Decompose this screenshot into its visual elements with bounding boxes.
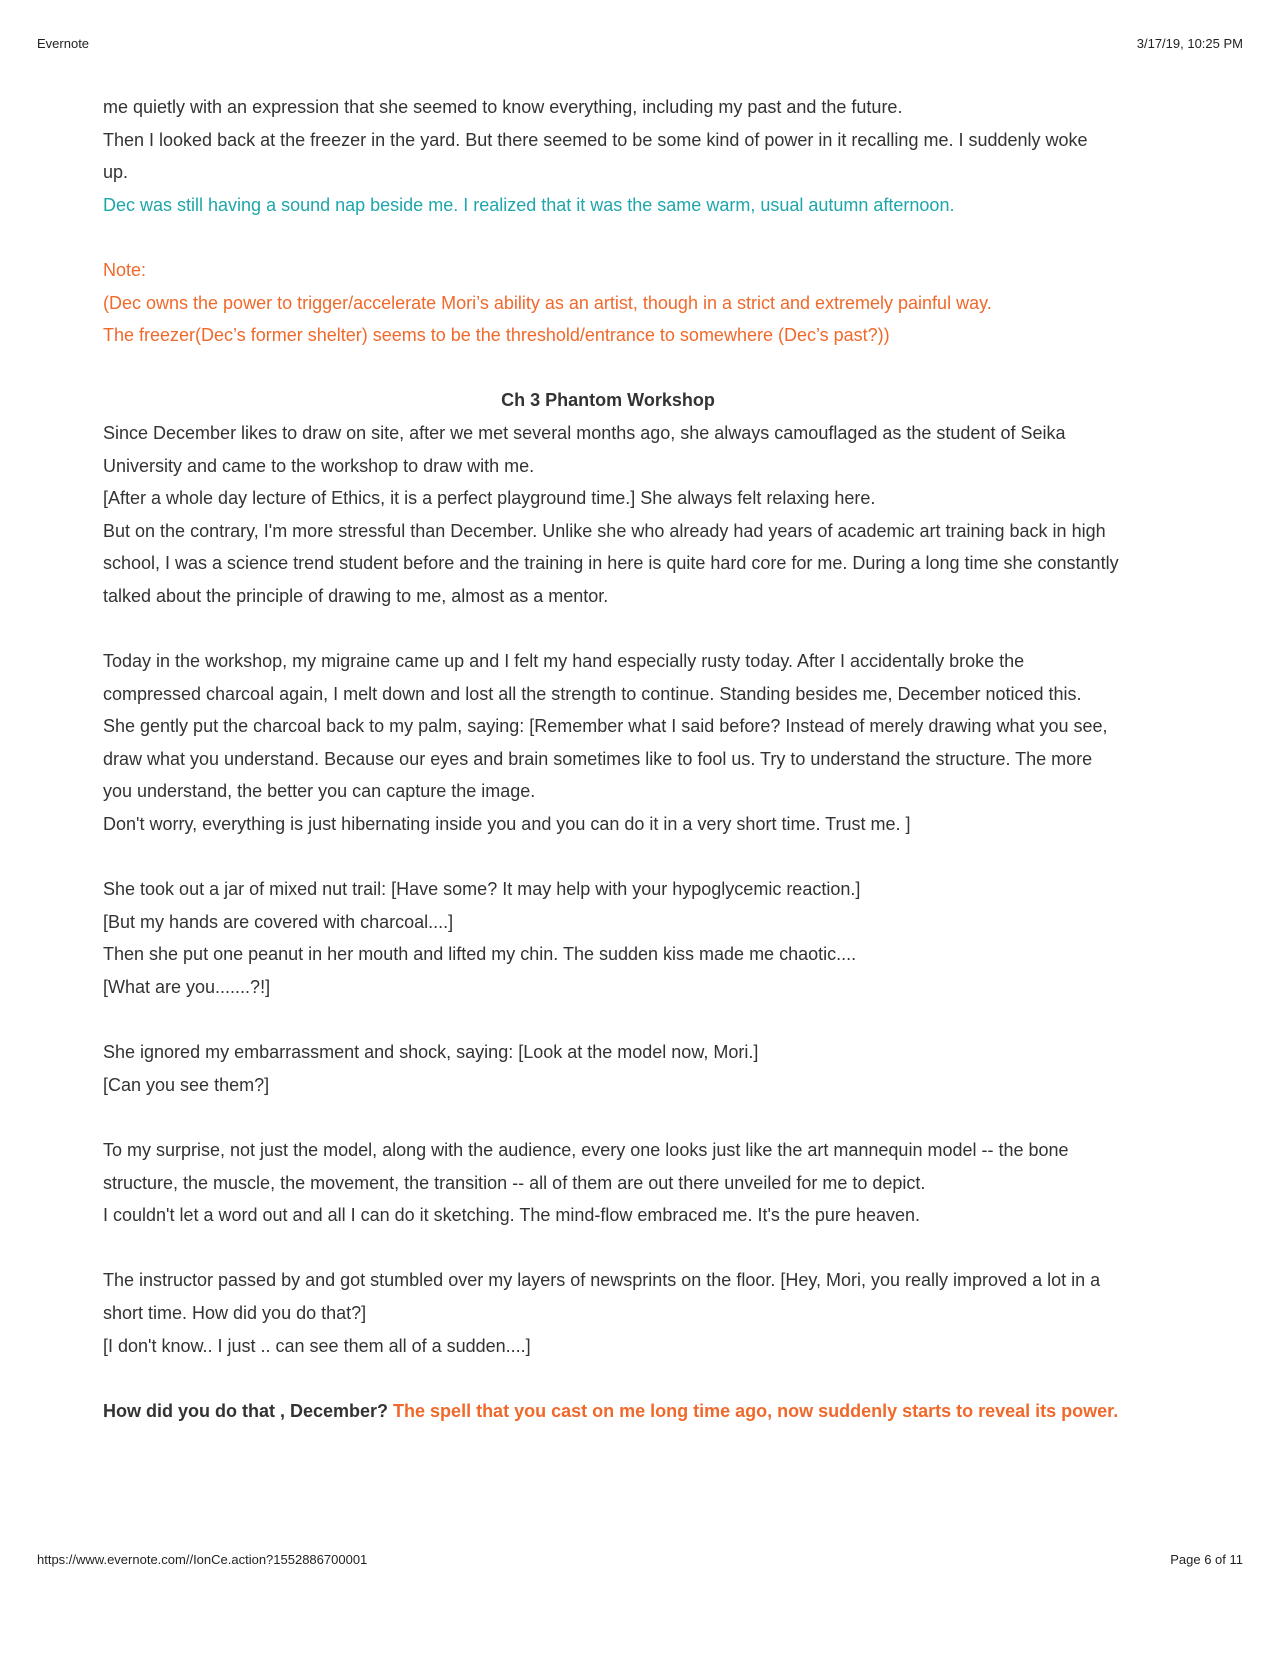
paragraph-line: But on the contrary, I'm more stressful than December. Unlike she who already had years of academic art training back in high school, I was a science trend student before and the training in here is quite hard core for me. During a long time she constantly talked about the principle of drawing to me, almost as a mentor. — [103, 520, 1119, 606]
blank-line — [103, 221, 1183, 254]
paragraph-line: [But my hands are covered with charcoal....] — [103, 911, 454, 932]
note-content — [103, 91, 1183, 1427]
blank-line — [103, 1232, 1183, 1265]
blank-line — [103, 841, 1183, 874]
paragraph-line: The instructor passed by and got stumbled over my layers of newsprints on the floor. [Hey, Mori, you really improved a lot in a short time. How did you do that?] — [103, 1270, 1101, 1323]
paragraph-line: [I don't know.. I just .. can see them all of a sudden....] — [103, 1335, 531, 1356]
closing-question: How did you do that , December? — [103, 1400, 389, 1421]
blank-line — [103, 1101, 1183, 1134]
paragraph-line: To my surprise, not just the model, along with the audience, every one looks just like the art mannequin model -- the bone structure, the muscle, the movement, the transition -- all of them are out there unveiled for me to depict. — [103, 1140, 1069, 1193]
paragraph-line: [Can you see them?] — [103, 1074, 270, 1095]
paragraph-line: She took out a jar of mixed nut trail: [Have some? It may help with your hypoglycemic reaction.] — [103, 879, 861, 900]
teal-paragraph: Dec was still having a sound nap beside me. I realized that it was the same warm, usual autumn afternoon. — [103, 194, 955, 215]
paragraph-line: Then I looked back at the freezer in the yard. But there seemed to be some kind of power in it recalling me. I suddenly woke up. — [103, 129, 1088, 183]
blank-line — [103, 352, 1183, 385]
footer-url: https://www.evernote.com//IonCe.action?1552886700001 — [37, 1552, 368, 1567]
paragraph-line: me quietly with an expression that she seemed to know everything, including my past and the future. — [103, 97, 903, 117]
blank-line — [103, 613, 1183, 646]
blank-line — [103, 1004, 1183, 1037]
paragraph-line: Then she put one peanut in her mouth and lifted my chin. The sudden kiss made me chaotic.... — [103, 944, 857, 965]
header-datetime: 3/17/19, 10:25 PM — [1136, 36, 1243, 51]
chapter-title: Ch 3 Phantom Workshop — [501, 390, 715, 411]
paragraph-line: She ignored my embarrassment and shock, saying: [Look at the model now, Mori.] — [103, 1042, 759, 1063]
blank-line — [103, 1362, 1183, 1395]
paragraph-line: Today in the workshop, my migraine came up and I felt my hand especially rusty today. After I accidentally broke the compressed charcoal again, I melt down and lost all the strength to continue. Standing besides me, December noticed this. She gently put the charcoal back to my palm, saying: [Remember what I said before? Instead of merely drawing what you see, draw what you understand. Because our eyes and brain sometimes like to fool us. Try to understand the structure. The more you understand, the better you can capture the image. — [103, 651, 1108, 802]
header-app-name: Evernote — [37, 36, 90, 51]
closing-spell: The spell that you cast on me long time ago, now suddenly starts to reveal its power. — [393, 1400, 1119, 1421]
paragraph-line: [After a whole day lecture of Ethics, it is a perfect playground time.] She always felt relaxing here. — [103, 488, 876, 509]
closing-line — [103, 1395, 1123, 1428]
footer-page-number: Page 6 of 11 — [1170, 1552, 1243, 1567]
paragraph-line: [What are you.......?!] — [103, 977, 271, 998]
paragraph-line: I couldn't let a word out and all I can do it sketching. The mind-flow embraced me. It's the pure heaven. — [103, 1205, 920, 1226]
paragraph-line: Since December likes to draw on site, after we met several months ago, she always camouflaged as the student of Seika University and came to the workshop to draw with me. — [103, 422, 1066, 476]
note-line: (Dec owns the power to trigger/accelerate Mori’s ability as an artist, though in a strict and extremely painful way. — [103, 292, 992, 313]
note-label: Note: — [103, 259, 147, 280]
paragraph-line: Don't worry, everything is just hibernating inside you and you can do it in a very short time. Trust me. ] — [103, 814, 911, 835]
note-line: The freezer(Dec’s former shelter) seems to be the threshold/entrance to somewhere (Dec’s past?)) — [103, 325, 890, 346]
